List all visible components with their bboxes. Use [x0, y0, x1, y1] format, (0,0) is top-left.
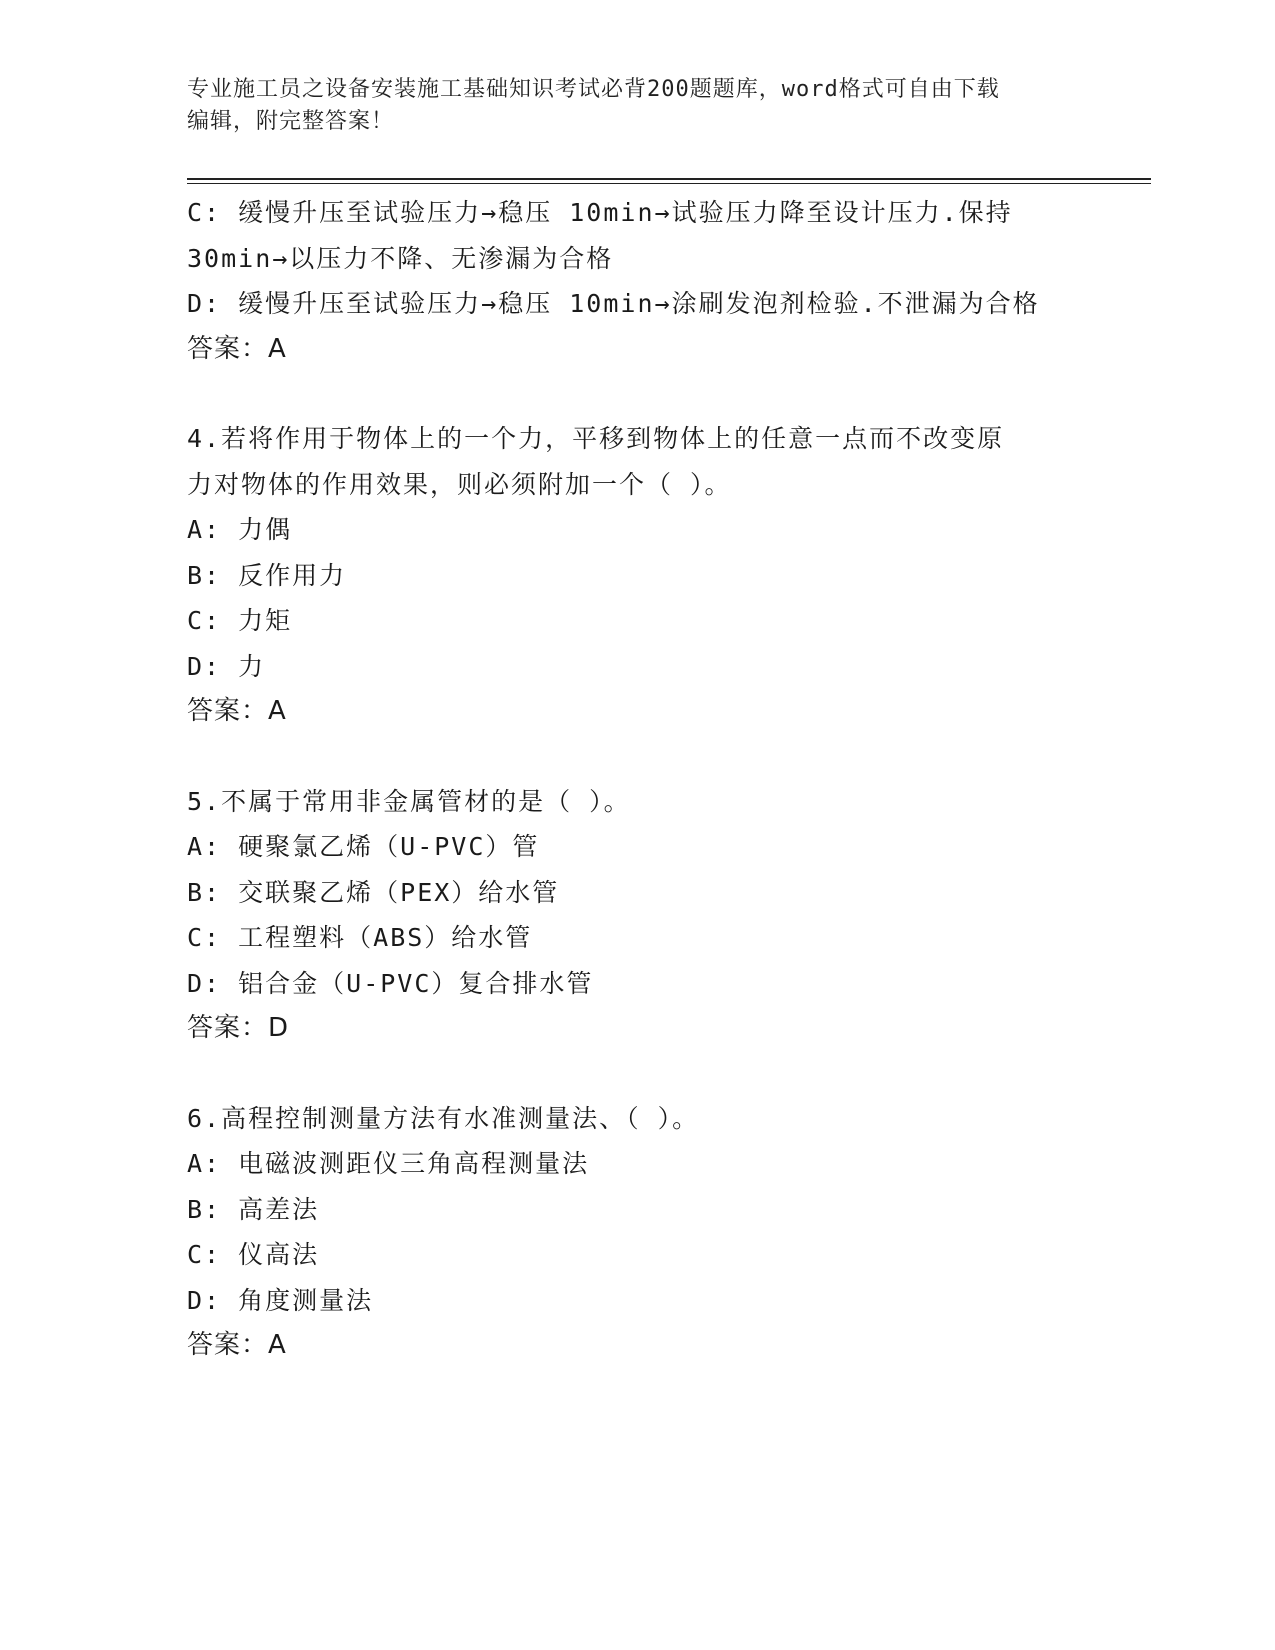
- question-list: [187, 190, 1127, 1369]
- spacer: [187, 735, 1127, 779]
- answer-label: 答案：D: [187, 1013, 290, 1043]
- header-title-line-1: 专业施工员之设备安装施工基础知识考试必背200题题库，word格式可自由下载: [187, 77, 1000, 102]
- header-divider-thin: [187, 183, 1151, 184]
- question-block-prev: [187, 190, 1127, 372]
- option-d: D: 力: [187, 651, 266, 681]
- option-b: B: 交联聚乙烯（PEX）给水管: [187, 877, 560, 907]
- question-stem-continued: 力对物体的作用效果，则必须附加一个（ ）。: [187, 469, 732, 499]
- option-c: C: 仪高法: [187, 1240, 320, 1269]
- question-stem: 5.不属于常用非金属管材的是（ ）。: [187, 786, 631, 816]
- option-a: A: 力偶: [187, 515, 293, 544]
- option-a: A: 硬聚氯乙烯（U-PVC）管: [187, 832, 540, 861]
- option-c: C: 工程塑料（ABS）给水管: [187, 923, 533, 952]
- option-d: D: 角度测量法: [187, 1285, 374, 1315]
- option-c: C: 力矩: [187, 606, 293, 635]
- question-stem: 4.若将作用于物体上的一个力，平移到物体上的任意一点而不改变原: [187, 424, 1005, 453]
- option-c-continued: 30min→以压力不降、无渗漏为合格: [187, 243, 614, 273]
- spacer: [187, 372, 1127, 416]
- option-b: B: 反作用力: [187, 560, 347, 590]
- question-5: [187, 779, 1127, 1052]
- document-header: [187, 74, 1087, 138]
- option-c: C: 缓慢升压至试验压力→稳压 10min→试验压力降至设计压力.保持: [187, 198, 1013, 227]
- answer-label: 答案：A: [187, 696, 287, 726]
- option-d: D: 铝合金（U-PVC）复合排水管: [187, 968, 594, 998]
- option-a: A: 电磁波测距仪三角高程测量法: [187, 1149, 590, 1178]
- answer-label: 答案：A: [187, 333, 287, 364]
- header-divider-thick: [187, 178, 1151, 180]
- answer-label: 答案：A: [187, 1330, 287, 1360]
- question-4: [187, 416, 1127, 735]
- option-b: B: 高差法: [187, 1194, 320, 1224]
- question-6: [187, 1096, 1127, 1369]
- question-stem: 6.高程控制测量方法有水准测量法、（ ）。: [187, 1103, 700, 1133]
- option-d: D: 缓慢升压至试验压力→稳压 10min→涂刷发泡剂检验.不泄漏为合格: [187, 289, 1040, 318]
- header-title-line-2: 编辑，附完整答案！: [187, 109, 395, 134]
- spacer: [187, 1052, 1127, 1096]
